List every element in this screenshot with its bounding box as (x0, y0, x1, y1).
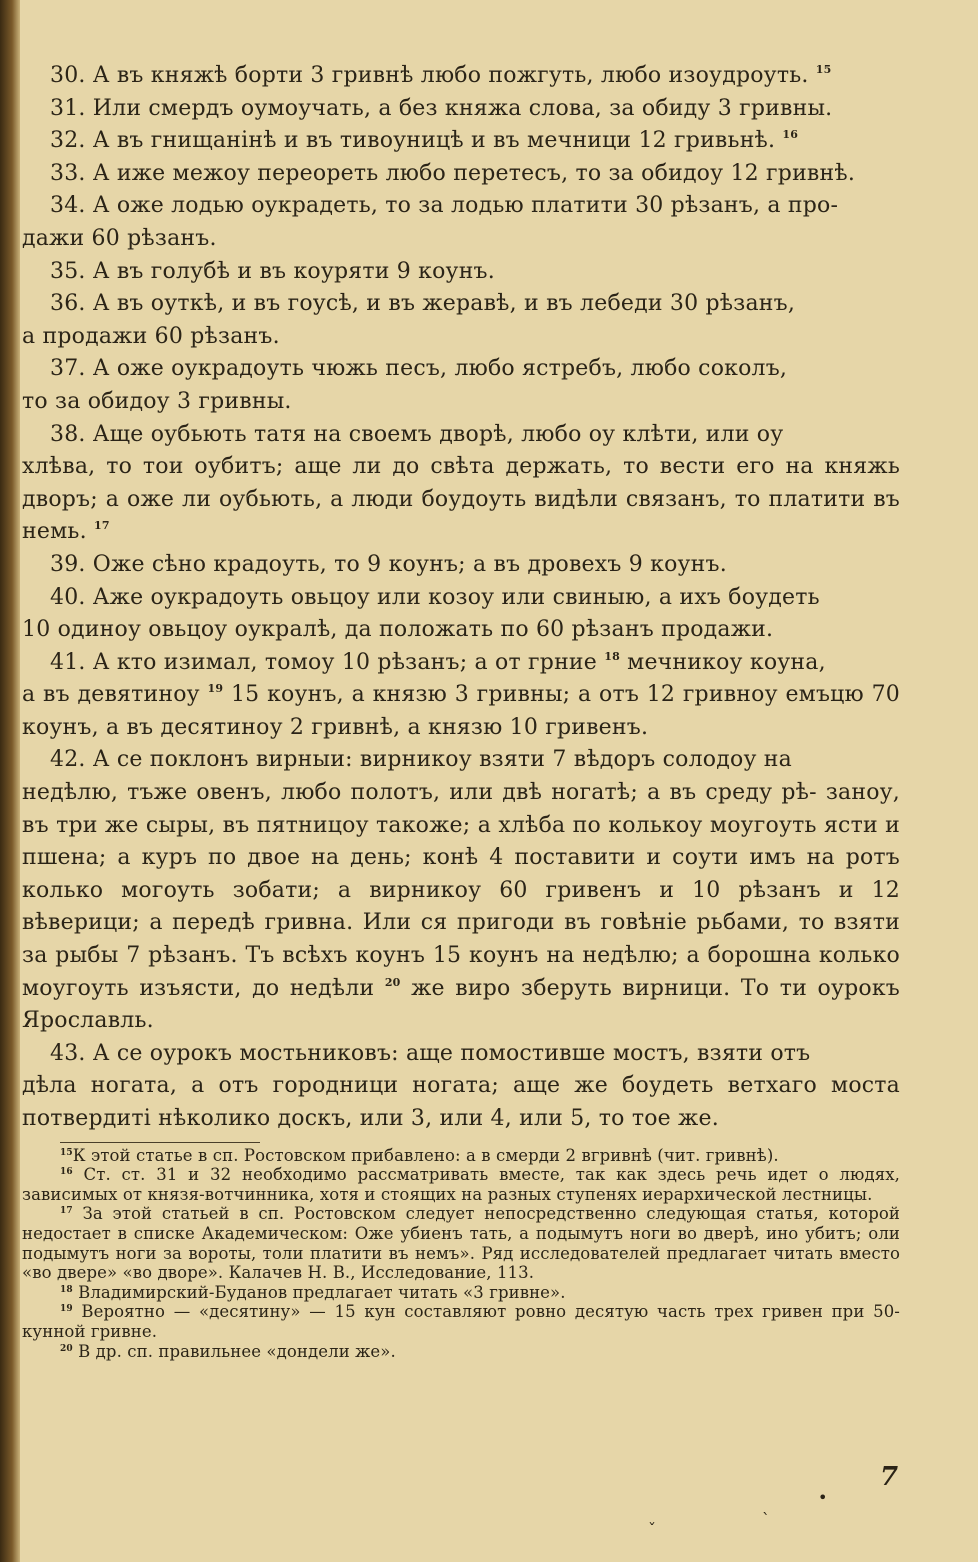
footnote-text: К этой статье в сп. Ростовском прибавлено: а в смерди 2 вгривнѣ (чит. гривнѣ). (72, 1145, 779, 1165)
article-text: 43. А се оурокъ мостьниковъ: аще помостивше мостъ, взяти отъ (50, 1040, 811, 1066)
footnote-ref: 18 (604, 649, 620, 663)
ink-mark: ˇ (648, 1520, 656, 1539)
article-text: 31. Или смердъ оумоучать, а без княжа слова, за обиду 3 гривны. (50, 95, 833, 121)
footnote-ref: 15 (815, 63, 832, 76)
footnote-19 (22, 1302, 900, 1341)
footnote-text: Ст. ст. 31 и 32 необходимо рассматривать вместе, так как здесь речь идет о людях, зависимых от князя-вотчинника, хотя и стоящих на разных ступенях иерархической лестницы. (22, 1165, 900, 1204)
article-36 (22, 288, 900, 353)
article-text: 33. А иже межоу переореть любо перетесъ, то за обидоу 12 гривнѣ. (50, 160, 856, 186)
footnote-text: В др. сп. правильнее «дондели же». (78, 1341, 396, 1361)
footnote-ref: 17 (93, 519, 110, 533)
footnote-17 (22, 1204, 900, 1282)
footnote-number: 15 (60, 1147, 73, 1158)
footnote-18 (22, 1283, 900, 1303)
article-text-cont: дѣла ногата, а отъ городници ногата; аще же боудеть ветхаго моста потвердиті нѣколико доскъ, или 3, или 4, или 5, то тое же. (22, 1073, 900, 1131)
article-text-cont: а продажи 60 рѣзанъ. (22, 323, 280, 349)
ink-mark: • (818, 1488, 828, 1507)
article-text-cont: же виро зберуть вирници. То ти оурокъ Ярославль. (22, 975, 900, 1034)
article-text-cont: хлѣва, то тои оубитъ; аще ли до свѣта держать, то вести его на княжь дворъ; а оже ли оубьють, а люди боудоуть видѣли связанъ, то платити въ немь. (22, 454, 900, 545)
article-text-cont: недѣлю, тъже овенъ, любо полотъ, или двѣ ногатѣ; а въ среду рѣ- заноу, въ три же сыры, въ пятницоу такоже; а хлѣба по колькоу моугоуть ясти и пшена; а куръ по двое на день; конѣ 4 поставити и соути имъ на ротъ колько могоуть зобати; а вирникоу 60 гривенъ и 10 рѣзанъ и 12 вѣверици; а передѣ гривна. Или ся пригоди въ говѣніе рьбами, то взяти за рыбы 7 рѣзанъ. Тъ всѣхъ коунъ 15 коунъ на недѣлю; а борошна колько моугоуть изъясти, до недѣли (22, 780, 900, 1001)
footnote-16 (22, 1165, 900, 1204)
article-41 (22, 647, 900, 745)
article-text-cont: а въ девятиноу (22, 682, 200, 708)
footnote-number: 16 (60, 1167, 73, 1178)
article-text: мечникоу коуна, (619, 649, 826, 675)
document-page (22, 60, 900, 1361)
footnotes (22, 1146, 900, 1362)
article-text: 42. А се поклонъ вирныи: вирникоу взяти 7 вѣдоръ солодоу на (50, 747, 792, 773)
article-text: 39. Оже сѣно крадоуть, то 9 коунъ; а въ дровехъ 9 коунъ. (50, 551, 727, 577)
article-43 (22, 1038, 900, 1136)
footnote-ref: 20 (384, 975, 401, 989)
footnote-text: Вероятно — «десятину» — 15 кун составляют ровно десятую часть трех гривен при 50-кунной гривне. (22, 1302, 900, 1341)
article-text-cont: то за обидоу 3 гривны. (22, 388, 292, 414)
footnote-number: 19 (60, 1304, 73, 1315)
article-37 (22, 353, 900, 418)
article-35 (22, 256, 900, 289)
article-30 (22, 60, 900, 93)
footnote-ref: 16 (782, 128, 799, 142)
article-text: 37. А оже оукрадоуть чюжь песъ, любо ястребъ, любо соколъ, (50, 356, 788, 382)
footnote-number: 17 (60, 1206, 73, 1217)
footnote-number: 20 (60, 1343, 73, 1354)
article-text-cont: 15 коунъ, а князю 3 гривны; а отъ 12 гривноу емъцю 70 коунъ, а въ десятиноу 2 гривнѣ, а князю 10 гривенъ. (22, 682, 900, 740)
article-text: 30. А въ княжѣ борти 3 гривнѣ любо пожгуть, любо изоудроуть. (50, 63, 809, 88)
article-40 (22, 582, 900, 647)
article-42 (22, 744, 900, 1037)
article-text: 38. Аще оубьють татя на своемъ дворѣ, любо оу клѣти, или оу (50, 421, 784, 447)
book-spine-shadow (0, 0, 20, 1562)
article-text: 32. А въ гнищанінѣ и въ тивоуницѣ и въ мечници 12 гривьнѣ. (50, 128, 776, 154)
article-text-cont: дажи 60 рѣзанъ. (22, 225, 217, 251)
article-text: 41. А кто изимал, томоу 10 рѣзанъ; а от грние (50, 649, 598, 675)
main-text (22, 60, 900, 1136)
article-text: 36. А въ оуткѣ, и въ гоусѣ, и въ жеравѣ, и въ лебеди 30 рѣзанъ, (50, 291, 796, 317)
footnote-number: 18 (60, 1284, 73, 1295)
ink-mark: ˋ (762, 1510, 770, 1529)
article-text: 40. Аже оукрадоуть овьцоу или козоу или свиныю, а ихъ боудеть (50, 584, 820, 610)
footnote-divider (60, 1142, 260, 1143)
article-text-cont: 10 одиноу овьцоу оукралѣ, да положать по 60 рѣзанъ продажи. (22, 617, 774, 643)
article-33 (22, 158, 900, 191)
article-text: 35. А въ голубѣ и въ коуряти 9 коунъ. (50, 258, 495, 284)
article-text: 34. А оже лодью оукрадеть, то за лодью платити 30 рѣзанъ, а про- (50, 193, 839, 219)
footnote-text: Владимирский-Буданов предлагает читать «3 гривне». (78, 1282, 566, 1302)
footnote-ref: 19 (207, 682, 224, 696)
footnote-20 (22, 1342, 900, 1362)
page-number: 7 (880, 1462, 899, 1492)
article-39 (22, 549, 900, 582)
article-32 (22, 125, 900, 158)
article-31 (22, 93, 900, 126)
article-38 (22, 419, 900, 549)
footnote-text: За этой статьей в сп. Ростовском следует непосредственно следующая статья, которой недостает в списке Академическом: Оже убиенъ тать, а подымутъ ноги во дверѣ, ино убитъ; оли подымутъ ноги за вороты, толи платити въ немъ». Ряд исследователей предлагает читать вместо «во двере» «во дворе». Калачев Н. В., Исследование, 113. (22, 1204, 900, 1283)
footnote-15 (22, 1146, 900, 1166)
article-34 (22, 190, 900, 255)
